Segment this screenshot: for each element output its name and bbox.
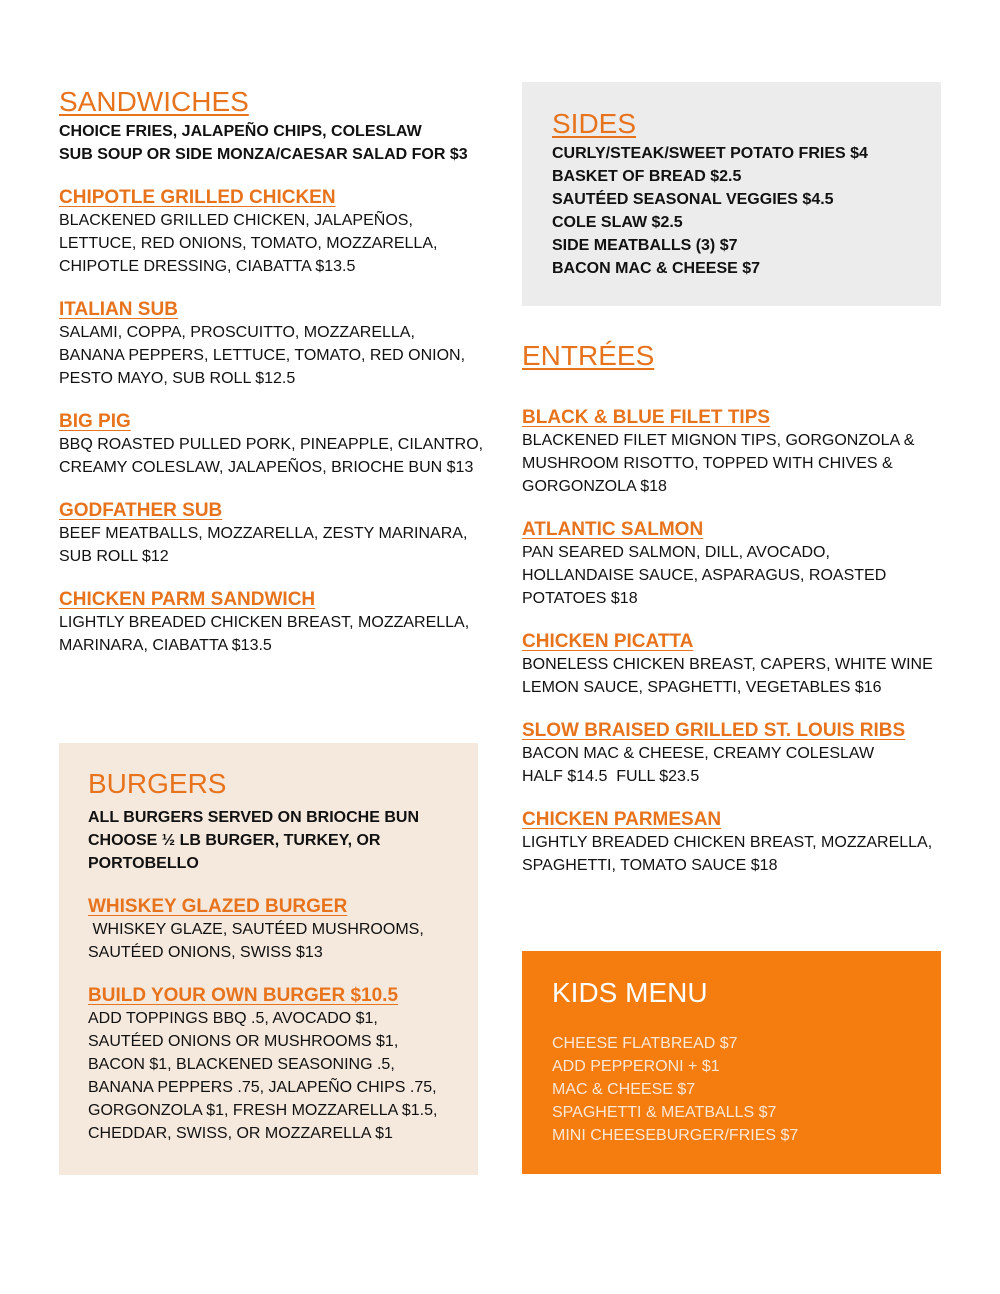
menu-item-description: POTATOES $18 — [522, 590, 638, 607]
menu-item-name: CHICKEN PARM SANDWICH — [59, 589, 316, 610]
menu-item-chicken-picatta — [522, 630, 962, 699]
menu-item-name: BLACK & BLUE FILET TIPS — [522, 407, 771, 428]
kids-menu-item: CHEESE FLATBREAD $7 — [552, 1035, 738, 1052]
menu-item-description: MUSHROOM RISOTTO, TOPPED WITH CHIVES & — [522, 455, 893, 472]
side-item: CURLY/STEAK/SWEET POTATO FRIES $4 — [552, 145, 868, 162]
menu-item-whiskey-glazed-burger — [88, 895, 470, 964]
side-item: COLE SLAW $2.5 — [552, 214, 683, 231]
menu-item-description: CHEDDAR, SWISS, OR MOZZARELLA $1 — [88, 1125, 393, 1142]
kids-menu-item: SPAGHETTI & MEATBALLS $7 — [552, 1104, 777, 1121]
burgers-title: BURGERS — [88, 768, 227, 799]
menu-item-name: ITALIAN SUB — [59, 299, 178, 320]
menu-item-chicken-parmesan — [522, 808, 962, 877]
burgers-intro-line: PORTOBELLO — [88, 855, 199, 872]
burgers-intro-line: ALL BURGERS SERVED ON BRIOCHE BUN — [88, 809, 419, 826]
sides-title: SIDES — [552, 108, 637, 139]
menu-item-description: BONELESS CHICKEN BREAST, CAPERS, WHITE WINE — [522, 656, 933, 673]
menu-item-description: CHIPOTLE DRESSING, CIABATTA $13.5 — [59, 258, 356, 275]
menu-item-description: HOLLANDAISE SAUCE, ASPARAGUS, ROASTED — [522, 567, 887, 584]
menu-item-description: BANANA PEPPERS .75, JALAPEÑO CHIPS .75, — [88, 1079, 437, 1096]
menu-item-description: GORGONZOLA $1, FRESH MOZZARELLA $1.5, — [88, 1102, 438, 1119]
entrees-title: ENTRÉES — [522, 340, 655, 371]
menu-item-name: CHIPOTLE GRILLED CHICKEN — [59, 187, 336, 208]
menu-item-godfather-sub — [59, 499, 499, 568]
menu-item-description: PESTO MAYO, SUB ROLL $12.5 — [59, 370, 296, 387]
sandwiches-section — [59, 86, 499, 677]
menu-item-st-louis-ribs — [522, 719, 962, 788]
menu-item-description: SUB ROLL $12 — [59, 548, 169, 565]
menu-item-chipotle-grilled-chicken — [59, 186, 499, 278]
burgers-intro-line: CHOOSE ½ LB BURGER, TURKEY, OR — [88, 832, 381, 849]
menu-item-description: ADD TOPPINGS BBQ .5, AVOCADO $1, — [88, 1010, 378, 1027]
menu-item-description: BACON MAC & CHEESE, CREAMY COLESLAW — [522, 745, 875, 762]
entrees-section — [522, 340, 962, 897]
menu-item-description: SALAMI, COPPA, PROSCUITTO, MOZZARELLA, — [59, 324, 415, 341]
menu-item-description: LEMON SAUCE, SPAGHETTI, VEGETABLES $16 — [522, 679, 882, 696]
menu-item-name: CHICKEN PARMESAN — [522, 809, 722, 830]
menu-item-description: CREAMY COLESLAW, JALAPEÑOS, BRIOCHE BUN $13 — [59, 459, 474, 476]
menu-item-description: WHISKEY GLAZE, SAUTÉED MUSHROOMS, — [88, 921, 424, 938]
sandwiches-title: SANDWICHES — [59, 86, 249, 117]
sandwiches-intro-line: SUB SOUP OR SIDE MONZA/CAESAR SALAD FOR $3 — [59, 146, 468, 163]
menu-item-description: PAN SEARED SALMON, DILL, AVOCADO, — [522, 544, 830, 561]
kids-menu-title: KIDS MENU — [552, 977, 708, 1008]
menu-item-description: SAUTÉED ONIONS, SWISS $13 — [88, 944, 323, 961]
side-item: BASKET OF BREAD $2.5 — [552, 168, 742, 185]
menu-item-build-your-own-burger — [88, 984, 470, 1145]
menu-item-black-blue-filet-tips — [522, 406, 962, 498]
menu-item-name: SLOW BRAISED GRILLED ST. LOUIS RIBS — [522, 720, 906, 741]
side-item: SIDE MEATBALLS (3) $7 — [552, 237, 738, 254]
menu-item-description: LIGHTLY BREADED CHICKEN BREAST, MOZZARELLA, — [59, 614, 470, 631]
kids-menu-item: MINI CHEESEBURGER/FRIES $7 — [552, 1127, 799, 1144]
menu-item-name: WHISKEY GLAZED BURGER — [88, 896, 348, 917]
sides-section — [522, 82, 941, 306]
kids-menu-section — [522, 951, 941, 1174]
menu-item-description: MARINARA, CIABATTA $13.5 — [59, 637, 272, 654]
menu-item-description: SPAGHETTI, TOMATO SAUCE $18 — [522, 857, 778, 874]
menu-item-italian-sub — [59, 298, 499, 390]
burgers-intro — [88, 806, 470, 875]
menu-item-description: LIGHTLY BREADED CHICKEN BREAST, MOZZARELLA, — [522, 834, 933, 851]
menu-item-name: BIG PIG — [59, 411, 131, 432]
menu-item-description: GORGONZOLA $18 — [522, 478, 667, 495]
menu-item-atlantic-salmon — [522, 518, 962, 610]
menu-item-name: ATLANTIC SALMON — [522, 519, 704, 540]
side-item: BACON MAC & CHEESE $7 — [552, 260, 761, 277]
menu-item-description: BLACKENED GRILLED CHICKEN, JALAPEÑOS, — [59, 212, 413, 229]
kids-menu-item: MAC & CHEESE $7 — [552, 1081, 696, 1098]
menu-item-description: BLACKENED FILET MIGNON TIPS, GORGONZOLA & — [522, 432, 915, 449]
menu-item-description: BANANA PEPPERS, LETTUCE, TOMATO, RED ONION, — [59, 347, 466, 364]
menu-item-description: SAUTÉED ONIONS OR MUSHROOMS $1, — [88, 1033, 399, 1050]
menu-item-description: HALF $14.5 FULL $23.5 — [522, 768, 700, 785]
menu-item-description: LETTUCE, RED ONIONS, TOMATO, MOZZARELLA, — [59, 235, 438, 252]
menu-item-description: BACON $1, BLACKENED SEASONING .5, — [88, 1056, 395, 1073]
sandwiches-intro-line: CHOICE FRIES, JALAPEÑO CHIPS, COLESLAW — [59, 123, 422, 140]
menu-item-description: BEEF MEATBALLS, MOZZARELLA, ZESTY MARINARA, — [59, 525, 468, 542]
menu-item-name: CHICKEN PICATTA — [522, 631, 694, 652]
kids-menu-item: ADD PEPPERONI + $1 — [552, 1058, 720, 1075]
menu-item-big-pig — [59, 410, 499, 479]
menu-item-description: BBQ ROASTED PULLED PORK, PINEAPPLE, CILANTRO, — [59, 436, 484, 453]
menu-item-chicken-parm-sandwich — [59, 588, 499, 657]
burgers-section — [59, 743, 478, 1175]
menu-item-name: GODFATHER SUB — [59, 500, 223, 521]
side-item: SAUTÉED SEASONAL VEGGIES $4.5 — [552, 191, 834, 208]
sandwiches-intro — [59, 120, 499, 166]
menu-item-name: BUILD YOUR OWN BURGER $10.5 — [88, 985, 399, 1006]
